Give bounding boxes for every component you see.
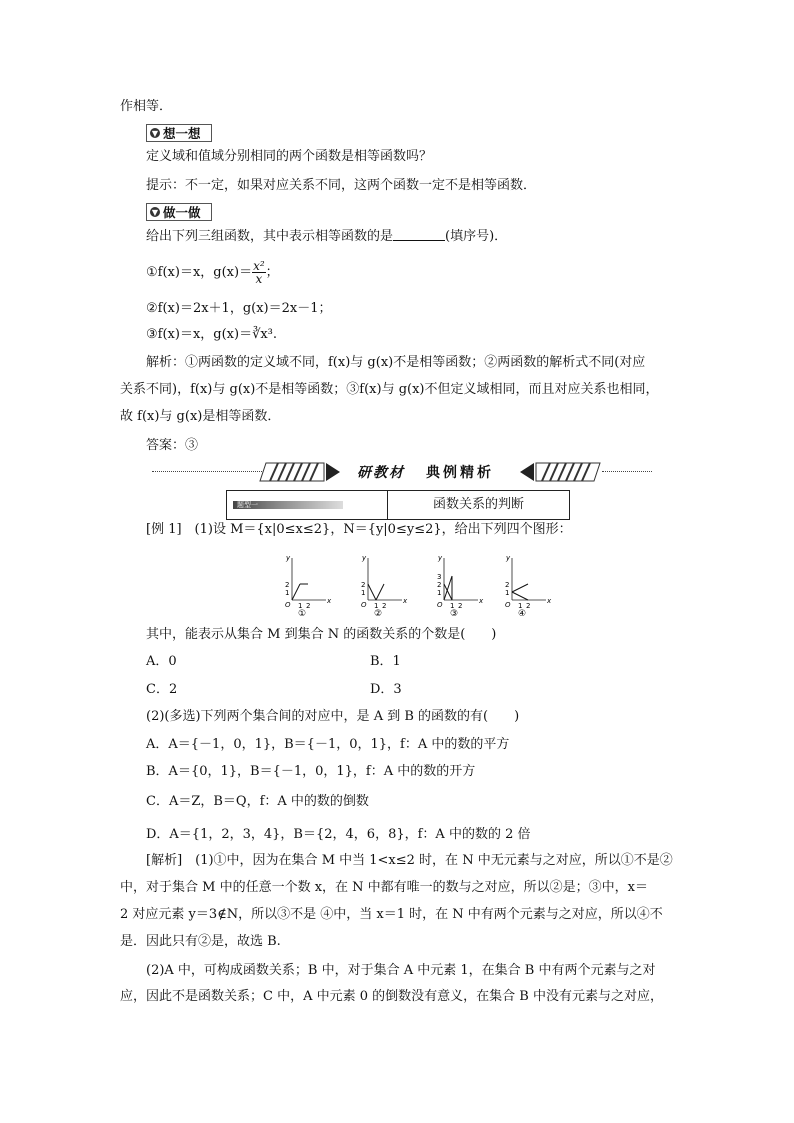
x-tick-label: 2 [526,602,531,610]
graph-segment [292,584,300,600]
do-tag [146,203,212,221]
section-banner [152,460,652,484]
y-tick-label: 1 [437,589,442,597]
answer-blank [393,228,445,241]
analysis-line: (2)A 中，可构成函数关系；B 中，对于集合 A 中元素 1，在集合 B 中有两个元素与之对 [146,963,656,978]
think-tag [146,124,212,142]
y-axis-label: y [438,554,443,562]
x-tick-label: 1 [298,602,303,610]
topic-label-cell [227,491,388,519]
x-axis-label: x [327,597,332,605]
solution-line: 解析：①两函数的定义域不同，f(x)与 g(x)不是相等函数；②两函数的解析式不同(对应 [146,355,646,370]
analysis-line: 应，因此不是函数关系；C 中，A 中元素 0 的倒数没有意义，在集合 B 中没有元素与之对应， [120,989,663,1004]
origin-label: O [505,601,511,609]
analysis-line: [解析] (1)①中，因为在集合 M 中当 1<x≤2 时，在 N 中无元素与之对应，所以①不是② [146,853,673,868]
graph-segment [512,592,528,600]
graph-label: ③ [450,609,459,619]
graph-segment [444,576,452,600]
x-tick-label: 2 [306,602,311,610]
text-line: 作相等． [120,99,173,114]
graph-segment [376,584,384,600]
chevron-down-icon: ▼ [151,207,159,217]
solution-line: 关系不同)，f(x)与 g(x)不是相等函数；③f(x)与 g(x)不但定义域相同，而且对应关系也相同， [120,382,659,397]
origin-label: O [285,601,291,609]
y-tick-label: 1 [285,589,290,597]
choice-c: C．2 [146,682,178,697]
topic-title: 函数关系的判断 [432,497,524,512]
y-tick-label: 2 [437,581,442,589]
graph-label: ④ [518,609,527,619]
analysis-line: 2 对应元素 y＝3∉N，所以③不是 ④中，当 x＝1 时，在 N 中有两个元素与之对应，所以④不 [120,907,663,922]
chevron-down-icon: ▼ [151,128,159,138]
stripe-arrow-right-icon [520,461,600,483]
graph-label: ② [374,609,383,619]
do-question: 给出下列三组函数，其中表示相等函数的是 (填序号)． [146,229,508,244]
analysis-line: 是．因此只有②是，故选 B. [120,934,281,949]
part2-choice-d: D．A＝{1，2，3，4}，B＝{2，4，6，8}，f：A 中的数的 2 倍 [146,827,531,842]
choice-d: D．3 [370,682,402,697]
y-axis-label: y [362,554,367,562]
x-axis-label: x [479,597,484,605]
x-tick-label: 2 [382,602,387,610]
y-tick-label: 2 [361,581,366,589]
x-tick-label: 1 [518,602,523,610]
topic-gradient-bar [233,501,343,509]
analysis-line: 中，对于集合 M 中的任意一个数 x，在 N 中都有唯一的数与之对应，所以②是；③中，x＝ [120,880,649,895]
banner-title: 研教材 [357,465,405,481]
graph-label: ① [298,609,307,619]
banner-subtitle: 典例精析 [426,465,494,481]
solution-line: 故 f(x)与 g(x)是相等函数． [120,409,281,424]
x-axis-label: x [403,597,408,605]
option-3: ③f(x)＝x，g(x)＝∛x³. [146,327,278,342]
y-tick-label: 1 [505,589,510,597]
part2-choice-b: B．A＝{0，1}，B＝{－1，0，1}，f：A 中的数的开方 [146,764,476,779]
graph-segment [512,584,528,592]
choice-a: A．0 [146,654,177,669]
part2-choice-a: A．A＝{－1，0，1}，B＝{－1，0，1}，f：A 中的数的平方 [146,737,510,752]
y-tick-label: 3 [437,573,442,581]
origin-label: O [437,601,443,609]
x-axis-label: x [547,597,552,605]
stripe-arrow-left-icon [260,461,340,483]
topic-label: 题型一 [237,501,258,509]
graph-segment [368,584,376,600]
x-tick-label: 1 [374,602,379,610]
do-label: 做一做 [163,205,201,220]
option-2: ②f(x)＝2x＋1，g(x)＝2x－1； [146,301,332,316]
think-question: 定义域和值域分别相同的两个函数是相等函数吗？ [146,149,433,164]
x-tick-label: 1 [450,602,455,610]
think-label: 想一想 [163,126,201,141]
example-line: [例 1] (1)设 M＝{x|0≤x≤2}，N＝{y|0≤y≤2}，给出下列四个图形： [146,522,572,537]
y-tick-label: 2 [285,581,290,589]
choice-b: B．1 [370,654,401,669]
fraction: $\frac{\text{x²}}{x}$ [253,259,265,286]
option-1: ①f(x)＝x，g(x)＝ $\frac{\text{x²}}{x}$ ； [146,259,279,286]
part2-choice-c: C．A＝Z，B＝Q，f：A 中的数的倒数 [146,794,369,809]
origin-label: O [361,601,367,609]
y-axis-label: y [506,554,511,562]
graph-figures [250,544,552,619]
x-tick-label: 2 [458,602,463,610]
think-hint: 提示：不一定，如果对应关系不同，这两个函数一定不是相等函数． [146,178,537,193]
dotted-divider [152,471,262,472]
example-part-2: (2)(多选)下列两个集合间的对应中，是 A 到 B 的函数的有( ) [146,709,520,724]
y-tick-label: 2 [505,581,510,589]
example-question: 其中，能表示从集合 M 到集合 N 的函数关系的个数是( ) [146,627,497,642]
y-axis-label: y [286,554,291,562]
dotted-divider [602,471,652,472]
topic-box [226,490,570,520]
y-tick-label: 1 [361,589,366,597]
answer-line: 答案：③ [146,438,199,453]
